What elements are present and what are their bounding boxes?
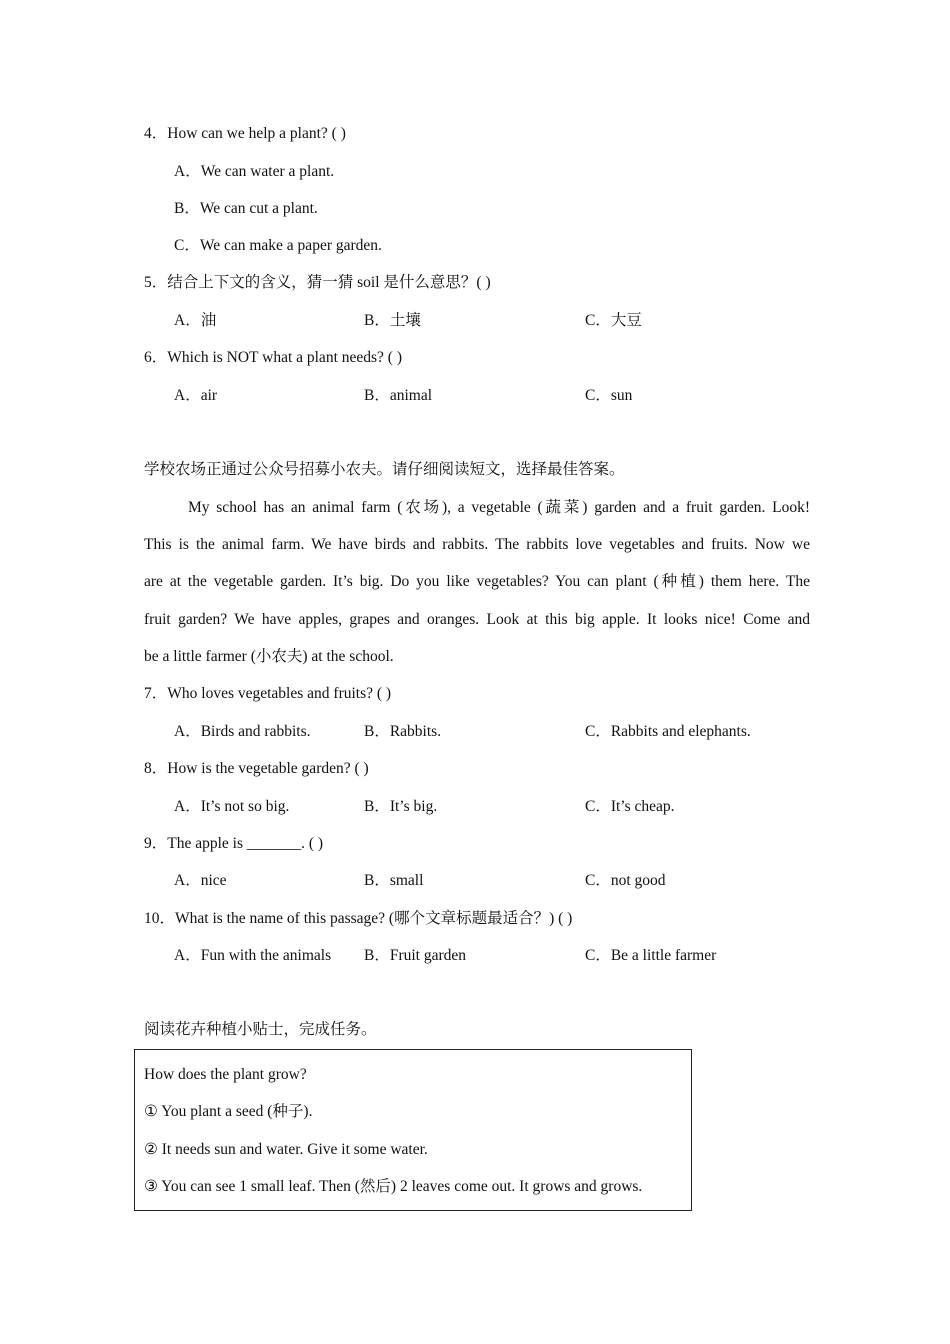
- option-4a[interactable]: A．We can water a plant.: [174, 163, 335, 180]
- option-6b[interactable]: B．animal: [364, 387, 433, 404]
- question-number: 9．: [144, 835, 168, 852]
- question-7: [144, 684, 391, 704]
- option-6a[interactable]: A．air: [174, 387, 218, 404]
- passage-line-5: be a little farmer (小农夫) at the school.: [144, 648, 394, 665]
- option-10b[interactable]: B．Fruit garden: [364, 947, 467, 964]
- option-4c[interactable]: C．We can make a paper garden.: [174, 237, 382, 254]
- option-5a[interactable]: A．油: [174, 312, 217, 329]
- question-number: 7．: [144, 685, 168, 702]
- question-8: [144, 759, 369, 779]
- option-10c[interactable]: C．Be a little farmer: [585, 947, 717, 964]
- option-10a[interactable]: A．Fun with the animals: [174, 947, 332, 964]
- section-instruction: 学校农场正通过公众号招募小农夫。请仔细阅读短文，选择最佳答案。: [144, 461, 625, 478]
- question-number: 10．: [144, 910, 176, 927]
- tips-box-title: How does the plant grow?: [144, 1066, 307, 1083]
- option-5b[interactable]: B．土壤: [364, 312, 421, 329]
- question-text: Who loves vegetables and fruits? ( ): [167, 685, 392, 702]
- option-9c[interactable]: C．not good: [585, 872, 666, 889]
- option-8b[interactable]: B．It’s big.: [364, 798, 438, 815]
- option-8c[interactable]: C．It’s cheap.: [585, 798, 675, 815]
- option-5c[interactable]: C．大豆: [585, 312, 642, 329]
- tips-box-step-1: ① You plant a seed (种子).: [144, 1103, 313, 1120]
- passage-line-4: fruit garden? We have apples, grapes and oranges. Look at this big apple. It looks nice! Come and: [144, 611, 810, 628]
- question-5: [144, 273, 491, 293]
- question-text: How is the vegetable garden? ( ): [167, 760, 369, 777]
- question-number: 5．: [144, 274, 168, 291]
- question-text: How can we help a plant? ( ): [167, 125, 346, 142]
- passage-line-2: This is the animal farm. We have birds and rabbits. The rabbits love vegetables and fruits. Now we: [144, 536, 810, 553]
- option-9a[interactable]: A．nice: [174, 872, 227, 889]
- question-10: [144, 909, 572, 929]
- tips-box-step-2: ② It needs sun and water. Give it some water.: [144, 1141, 428, 1158]
- option-7c[interactable]: C．Rabbits and elephants.: [585, 723, 751, 740]
- question-number: 4．: [144, 125, 168, 142]
- option-6c[interactable]: C．sun: [585, 387, 633, 404]
- question-9: [144, 834, 323, 854]
- question-4: [144, 124, 346, 144]
- question-text: What is the name of this passage? (哪个文章标题最适合？) ( ): [175, 910, 573, 927]
- option-4b[interactable]: B．We can cut a plant.: [174, 200, 318, 217]
- question-text: The apple is _______. ( ): [167, 835, 324, 852]
- question-number: 6．: [144, 349, 168, 366]
- passage-line-1: My school has an animal farm (农场), a vegetable (蔬菜) garden and a fruit garden. Look!: [188, 499, 810, 516]
- option-7a[interactable]: A．Birds and rabbits.: [174, 723, 311, 740]
- passage-line-3: are at the vegetable garden. It’s big. Do you like vegetables? You can plant (种植) them here. The: [144, 573, 810, 590]
- option-7b[interactable]: B．Rabbits.: [364, 723, 442, 740]
- question-text: 结合上下文的含义，猜一猜 soil 是什么意思？( ): [167, 274, 491, 291]
- question-6: [144, 348, 402, 368]
- question-text: Which is NOT what a plant needs? ( ): [167, 349, 402, 366]
- option-8a[interactable]: A．It’s not so big.: [174, 798, 290, 815]
- section-instruction-tips: 阅读花卉种植小贴士，完成任务。: [144, 1021, 377, 1038]
- question-number: 8．: [144, 760, 168, 777]
- tips-box-step-3: ③ You can see 1 small leaf. Then (然后) 2 leaves come out. It grows and grows.: [144, 1178, 643, 1195]
- option-9b[interactable]: B．small: [364, 872, 424, 889]
